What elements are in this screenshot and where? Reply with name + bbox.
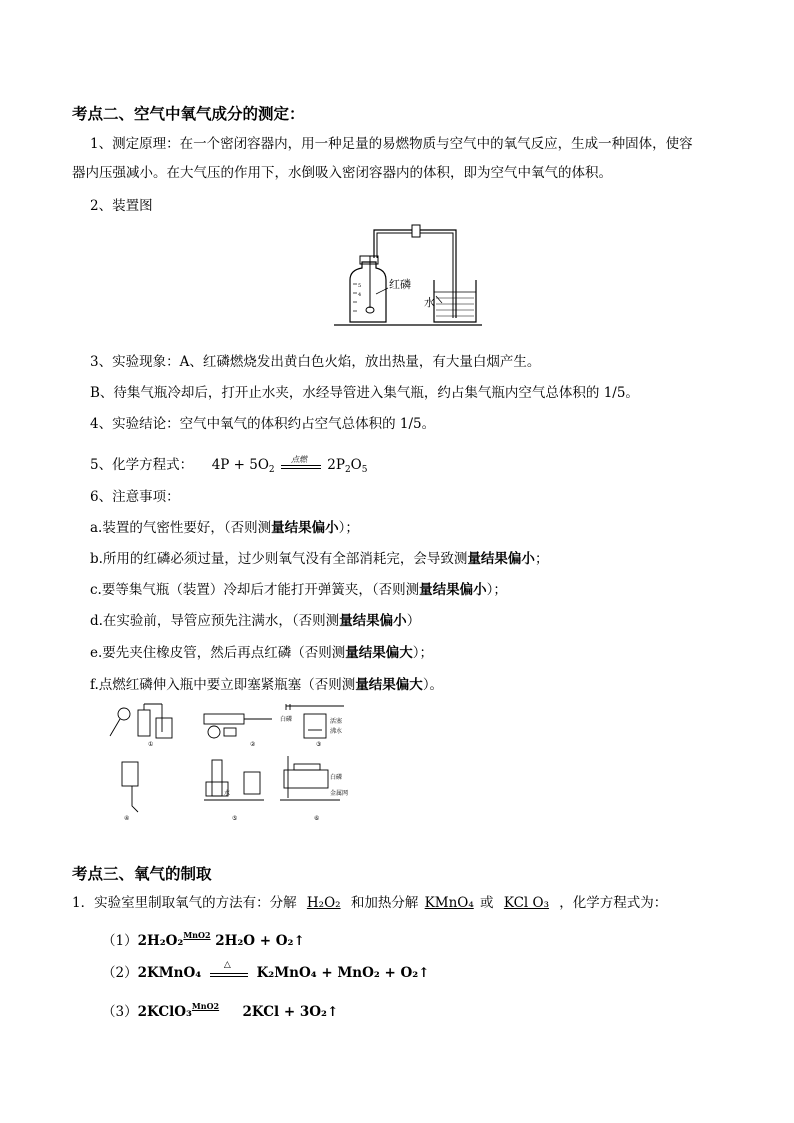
reaction-arrow bbox=[279, 454, 323, 473]
text-span: （1） bbox=[102, 933, 138, 949]
text-span: 和加热分解 bbox=[350, 895, 419, 911]
text-span: c.要等集气瓶（装置）冷却后才能打开弹簧夹，（否则测 bbox=[90, 582, 420, 598]
text-span: d.在实验前，导管应预先注满水，（否则测 bbox=[90, 613, 340, 629]
section3-title: 考点三、氧气的制取 bbox=[72, 865, 212, 883]
svg-text:4: 4 bbox=[358, 292, 362, 298]
equation-label: 5、化学方程式： bbox=[90, 457, 194, 473]
mini-label-baipin: 白磷 bbox=[280, 716, 293, 723]
text-span: f.点燃红磷伸入瓶中要立即塞紧瓶塞（否则测 bbox=[90, 677, 356, 693]
mini-circle-2: ② bbox=[250, 741, 256, 748]
text-span: ； bbox=[534, 551, 549, 567]
answer-kmno4: KMnO₄ bbox=[424, 895, 474, 911]
note-a bbox=[90, 518, 359, 538]
label-water: 水 bbox=[424, 296, 435, 309]
note-c bbox=[90, 580, 507, 600]
text-span: ，化学方程式为： bbox=[559, 895, 668, 911]
text-span: ）； bbox=[338, 520, 359, 536]
equation-2 bbox=[102, 959, 430, 983]
notes-heading: 6、注意事项： bbox=[90, 489, 180, 505]
text-span: （2） bbox=[102, 965, 138, 981]
note-d bbox=[90, 611, 420, 631]
principle-line1: 1、测定原理：在一个密闭容器内，用一种足量的易燃物质与空气中的氧气反应，生成一种固体，使容 bbox=[90, 136, 693, 152]
apparatus-variants-figure bbox=[104, 702, 360, 824]
text-span: 量结果偏大 bbox=[355, 677, 423, 693]
mini-circle-3: ③ bbox=[316, 741, 322, 748]
apparatus-figure bbox=[328, 222, 488, 328]
note-e bbox=[90, 643, 433, 663]
heat-symbol: △ bbox=[223, 959, 231, 970]
mini-circle-4: ④ bbox=[124, 815, 130, 822]
text-span: ）； bbox=[412, 645, 434, 661]
apparatus-heading: 2、装置图 bbox=[90, 198, 153, 214]
text-span: 量结果偏小 bbox=[467, 551, 535, 567]
text-span: ） bbox=[406, 613, 421, 629]
mini-circle-1: ① bbox=[148, 741, 154, 748]
text-span: 量结果偏小 bbox=[271, 520, 339, 536]
mini-label-bailin2: 白磷 bbox=[330, 774, 343, 781]
text-span: （3） bbox=[102, 1004, 138, 1020]
text-span: 2KClO₃ bbox=[137, 1004, 192, 1020]
heat-arrow bbox=[206, 959, 252, 981]
text-span: 量结果偏小 bbox=[339, 613, 407, 629]
eq-sub: 2 bbox=[344, 465, 351, 475]
text-span: ）。 bbox=[422, 677, 444, 693]
equation-3 bbox=[102, 996, 338, 1022]
eq-sub: 2 bbox=[268, 465, 275, 475]
eq-o: O bbox=[350, 457, 362, 473]
text-span: K₂MnO₄ + MnO₂ + O₂↑ bbox=[256, 965, 430, 981]
equation-right: 2P bbox=[327, 457, 345, 473]
answer-kclo3: KCl O₃ bbox=[503, 895, 549, 911]
label-red-phosphorus: 红磷 bbox=[389, 278, 411, 291]
text-span: 1．实验室里制取氧气的方法有：分解 bbox=[72, 895, 297, 911]
text-span: e.要先夹住橡皮管，然后再点红磷（否则测 bbox=[90, 645, 346, 661]
mini-circle-5: ⑤ bbox=[232, 815, 238, 822]
text-span: 量结果偏大 bbox=[345, 645, 413, 661]
condition-ignite: 点燃 bbox=[290, 454, 307, 464]
text-span: a.装置的气密性要好，（否则测 bbox=[90, 520, 272, 536]
text-span: 2H₂O + O₂↑ bbox=[215, 933, 305, 949]
equation-row bbox=[90, 455, 367, 480]
note-b bbox=[90, 549, 548, 569]
conclusion: 4、实验结论：空气中氧气的体积约占空气总体积的 1/5。 bbox=[90, 416, 436, 432]
eq-sub: 5 bbox=[361, 465, 368, 475]
catalyst-label: MnO2 bbox=[183, 930, 211, 940]
text-span: 量结果偏小 bbox=[419, 582, 487, 598]
text-span: 2H₂O₂ bbox=[137, 933, 184, 949]
equation-1 bbox=[102, 925, 305, 951]
svg-text:5: 5 bbox=[358, 283, 362, 289]
text-span: ）； bbox=[486, 582, 507, 598]
phenomenon-b: B、待集气瓶冷却后，打开止水夹，水经导管进入集气瓶，约占集气瓶内空气总体积的 1/5。 bbox=[90, 385, 639, 401]
answer-h2o2: H₂O₂ bbox=[306, 895, 341, 911]
text-span: b.所用的红磷必须过量，过少则氧气没有全部消耗完，会导致测 bbox=[90, 551, 468, 567]
methods-line bbox=[72, 893, 667, 913]
mini-label-shui: 水 bbox=[224, 790, 231, 797]
mini-label-huosai: 活塞 bbox=[330, 718, 343, 725]
equation-left: 4P + 5O bbox=[211, 457, 269, 473]
principle-line2: 器内压强减小。在大气压的作用下，水倒吸入密闭容器内的体积，即为空气中氧气的体积。 bbox=[72, 165, 612, 181]
mini-label-jinshuwang: 金属网 bbox=[330, 790, 349, 797]
text-span: 2KMnO₄ bbox=[137, 965, 202, 981]
phenomenon-a: 3、实验现象：A、红磷燃烧发出黄白色火焰，放出热量，有大量白烟产生。 bbox=[90, 354, 541, 370]
mini-circle-6: ⑥ bbox=[314, 815, 320, 822]
note-f bbox=[90, 675, 443, 695]
text-span: 或 bbox=[480, 895, 494, 911]
mini-label-reshui: 沸水 bbox=[330, 728, 343, 735]
section2-title: 考点二、空气中氧气成分的测定： bbox=[72, 105, 305, 123]
text-span: 2KCl + 3O₂↑ bbox=[242, 1004, 339, 1020]
catalyst-label: MnO2 bbox=[191, 1001, 220, 1011]
